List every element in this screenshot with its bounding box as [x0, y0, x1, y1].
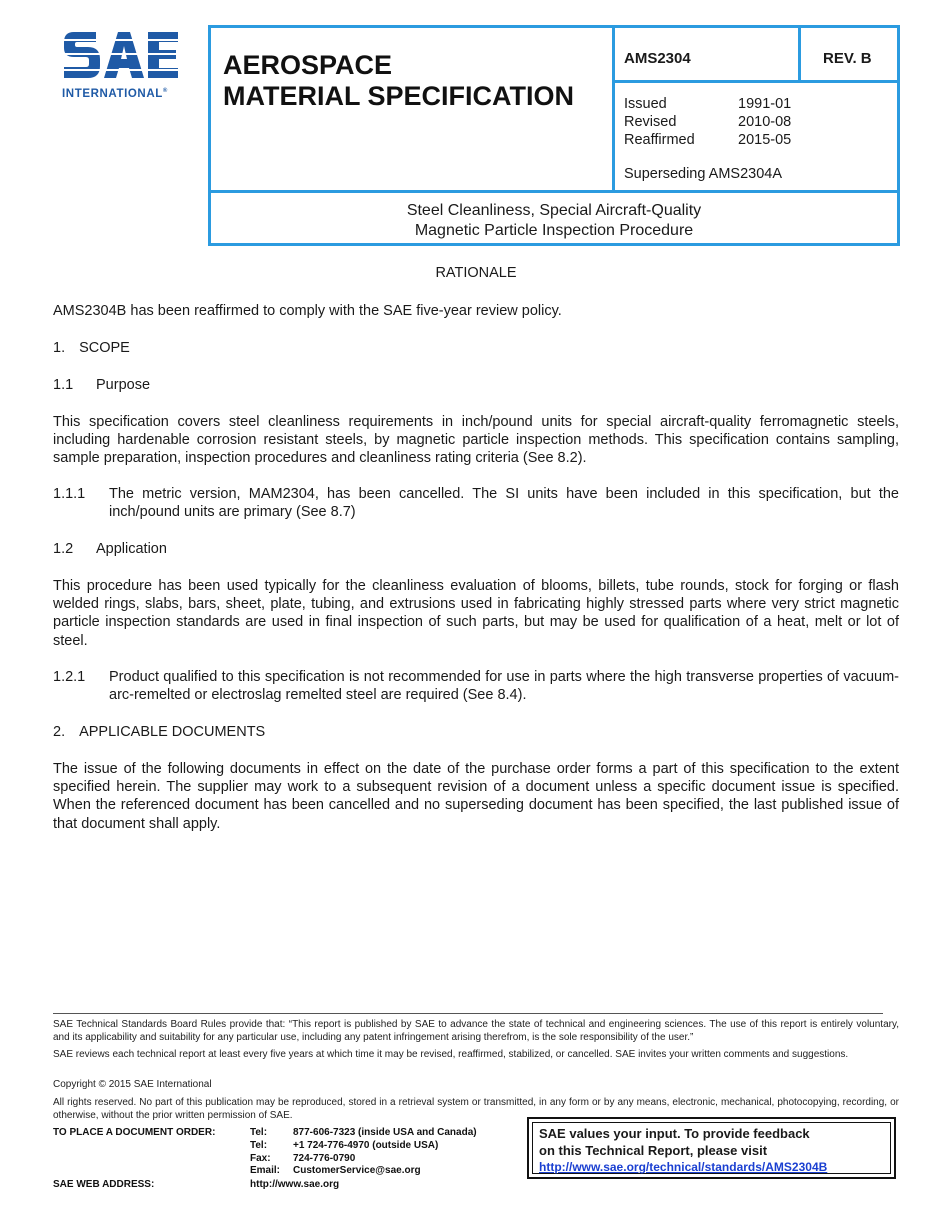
footer-review-note: SAE reviews each technical report at least every five years at which time it may be revised, reaffirmed, stabilized, or cancelled. SAE invites your written comments and suggestions. — [53, 1049, 849, 1060]
web-address-label: SAE WEB ADDRESS: — [53, 1179, 155, 1190]
header-divider — [612, 28, 615, 190]
document-dates — [624, 95, 791, 149]
contact-row — [250, 1140, 477, 1153]
footer-copyright: Copyright © 2015 SAE International — [53, 1079, 212, 1090]
section-title: Application — [96, 541, 167, 557]
superseding-note: Superseding AMS2304A — [624, 166, 782, 182]
section-1-1-text: This specification covers steel cleanliness requirements in inch/pound units for special aircraft-quality ferromagnetic steels, including hardenable corrosion resistant steels, by magnetic particle inspection methods. This specification contains sampling, sample preparation, inspection procedures and cleanliness rating criteria (See 8.2). — [53, 414, 899, 467]
contact-label: Tel: — [250, 1139, 268, 1151]
section-1-1-1-text: The metric version, MAM2304, has been cancelled. The SI units have been included in this specification, but the inch/pound units are primary (See 8.7) — [109, 486, 899, 521]
title-line: MATERIAL SPECIFICATION — [223, 81, 574, 111]
feedback-text: SAE values your input. To provide feedback — [539, 1126, 810, 1141]
section-1-heading — [53, 339, 899, 357]
feedback-text: on this Technical Report, please visit — [539, 1142, 768, 1158]
contact-row — [250, 1153, 477, 1166]
date-label: Revised — [624, 114, 677, 130]
section-title: Purpose — [96, 377, 151, 393]
section-number: 1. — [53, 340, 66, 356]
section-title: APPLICABLE DOCUMENTS — [79, 724, 266, 740]
order-label: TO PLACE A DOCUMENT ORDER: — [53, 1127, 216, 1138]
sae-logo — [62, 26, 192, 106]
document-type-title — [223, 50, 574, 112]
contact-value: +1 724-776-4970 (outside USA) — [293, 1139, 439, 1151]
footer-rules-note: SAE Technical Standards Board Rules provide that: “This report is published by SAE to advance the state of technical and engineering sciences. The use of this report is entirely voluntary, and its applicability and suitability for any particular use, including any patent infringement arising therefrom, is the sole responsibility of the user.” — [53, 1019, 899, 1043]
contact-value: 877-606-7323 (inside USA and Canada) — [293, 1127, 477, 1138]
contact-row — [250, 1127, 477, 1140]
contact-row — [250, 1165, 477, 1178]
section-number: 1.1.1 — [53, 486, 86, 502]
section-1-2-1-text: Product qualified to this specification is not recommended for use in parts where the high transverse properties of vacuum-arc-remelted or electroslag remelted steel are required (See 8.4). — [109, 669, 899, 704]
contact-email-link[interactable]: CustomerService@sae.org — [293, 1165, 421, 1177]
feedback-box — [527, 1117, 896, 1179]
spec-header-box — [208, 25, 900, 246]
feedback-link[interactable]: http://www.sae.org/technical/standards/AMS2304B — [539, 1160, 828, 1174]
section-number: 1.1 — [53, 377, 74, 393]
logo-subtitle — [62, 88, 168, 100]
footer-rule — [53, 1013, 883, 1014]
document-number: AMS2304 — [624, 50, 691, 67]
subject-line: Steel Cleanliness, Special Aircraft-Quality — [406, 202, 702, 219]
feedback-box-inner — [532, 1122, 891, 1174]
footer-rights-note: All rights reserved. No part of this publication may be reproduced, stored in a retrieval system or transmitted, in any form or by any means, electronic, mechanical, photocopying, recording, or otherwise, without the prior written permission of SAE. — [53, 1097, 899, 1121]
date-value: 2010-08 — [738, 114, 792, 130]
section-title: SCOPE — [79, 340, 130, 356]
logo-subtitle-text: INTERNATIONAL — [62, 88, 163, 100]
section-1-2-heading — [53, 540, 899, 558]
date-value: 1991-01 — [738, 96, 792, 112]
contact-label: Tel: — [250, 1127, 268, 1138]
date-value: 2015-05 — [738, 132, 792, 148]
date-label: Reaffirmed — [624, 132, 695, 148]
section-number: 1.2 — [53, 541, 74, 557]
subject-line: Magnetic Particle Inspection Procedure — [414, 222, 694, 239]
section-number: 1.2.1 — [53, 669, 86, 685]
date-row — [624, 131, 791, 149]
order-contacts — [250, 1127, 477, 1178]
date-label: Issued — [624, 96, 667, 112]
header-divider — [798, 28, 801, 80]
date-row — [624, 95, 791, 113]
registered-mark: ® — [162, 88, 168, 95]
section-number: 2. — [53, 724, 66, 740]
contact-label: Fax: — [250, 1152, 271, 1164]
header-divider — [211, 190, 897, 193]
document-subject — [211, 201, 897, 241]
web-address-link[interactable]: http://www.sae.org — [250, 1179, 340, 1190]
sae-logo-letters — [62, 26, 180, 84]
header-divider — [615, 80, 897, 83]
rationale-text: AMS2304B has been reaffirmed to comply with the SAE five-year review policy. — [53, 303, 562, 319]
title-line: AEROSPACE — [223, 50, 393, 80]
contact-value: 724-776-0790 — [293, 1152, 356, 1164]
section-1-1-heading — [53, 376, 899, 394]
contact-label: Email: — [250, 1165, 281, 1177]
section-2-text: The issue of the following documents in effect on the date of the purchase order forms a part of this specification to the extent specified herein. The supplier may work to a subsequent revision of a document unless a specific document issue is specified. When the referenced document has been cancelled and no superseding document has been specified, the last published issue of that document shall apply. — [53, 761, 899, 832]
section-2-heading — [53, 723, 899, 741]
rationale-heading: RATIONALE — [435, 265, 517, 281]
revision-label: REV. B — [823, 50, 872, 67]
section-1-2-text: This procedure has been used typically for the cleanliness evaluation of blooms, billets, tube rounds, stock for forging or flash welded rings, slabs, bars, sheet, plate, tubing, and extrusions used in fabricating highly stressed parts where very strict magnetic particle inspection standards are used in final inspection of such parts, but may be used for qualification of a heat, melt or lot of steel. — [53, 578, 899, 649]
date-row — [624, 113, 791, 131]
